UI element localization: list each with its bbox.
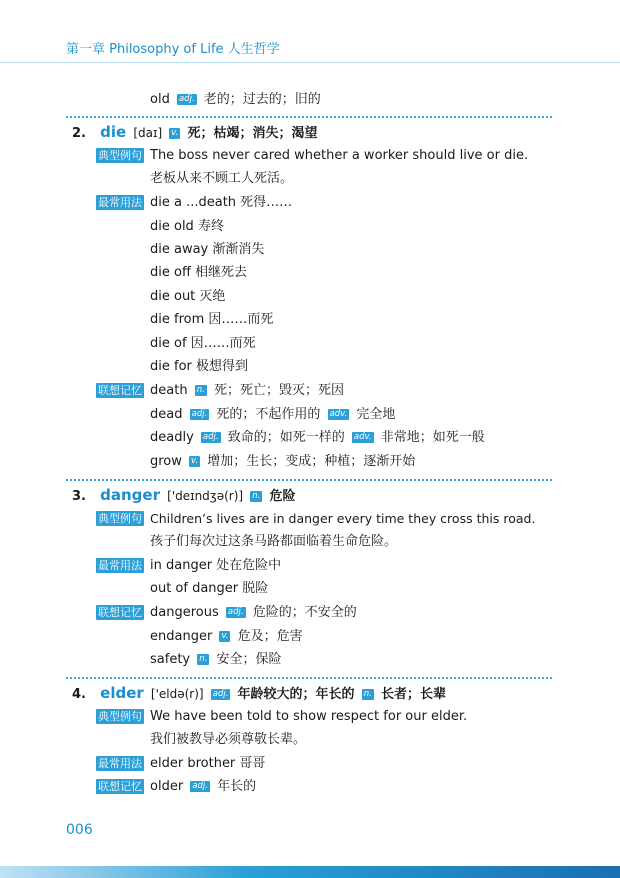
headword: elder (100, 684, 144, 702)
entry-separator (66, 116, 552, 118)
assoc-meaning: 增加；生长；变成；种植；逐渐开始 (207, 454, 416, 469)
assoc-meaning: 危及；危害 (237, 629, 303, 644)
example-en: The boss never cared whether a worker should live or die. (150, 148, 529, 163)
assoc-tag: 联想记忆 (98, 606, 142, 619)
assoc-meaning: 致命的；如死一样的 (227, 430, 345, 445)
phonetic: ['deɪndʒə(r)] (167, 489, 244, 503)
usage-item: out of danger 脱险 (150, 581, 269, 596)
pos-badge: adj. (191, 409, 208, 419)
assoc-item (150, 603, 357, 623)
example-cn: 我们被教导必须尊敬长辈。 (150, 732, 307, 747)
usage-item: die a ...death 死得…… (150, 195, 293, 210)
entry-number: 3. (72, 489, 86, 504)
assoc-word: death (150, 383, 188, 398)
pos-badge: adj. (227, 607, 244, 617)
assoc-tag: 联想记忆 (98, 780, 142, 793)
assoc-word: endanger (150, 629, 213, 644)
assoc-word: grow (150, 454, 182, 469)
usage-item: die for 极想得到 (150, 359, 249, 374)
entry-number: 2. (72, 126, 86, 141)
entry-separator (66, 479, 552, 481)
header-divider (0, 62, 620, 63)
assoc-word: dangerous (150, 605, 219, 620)
usage-item: in danger 处在危险中 (150, 558, 282, 573)
headword-meaning: 危险 (269, 489, 296, 504)
entry-number: 4. (72, 687, 86, 702)
headword-meaning: 死；枯竭；消失；渴望 (187, 126, 318, 141)
example-tag: 典型例句 (98, 512, 142, 525)
assoc-meaning: 死的；不起作用的 (216, 407, 321, 422)
pos-badge: adv. (329, 409, 348, 419)
assoc-item (150, 381, 344, 401)
usage-item: elder brother 哥哥 (150, 756, 266, 771)
pos-badge: adj. (178, 94, 195, 104)
usage-tag: 最常用法 (98, 757, 142, 770)
assoc-item (150, 777, 256, 797)
phonetic: ['eldə(r)] (150, 687, 204, 701)
entry-heading (72, 485, 296, 507)
phonetic: [daɪ] (133, 126, 163, 140)
headword-meaning: 长者；长辈 (380, 687, 446, 702)
pos-badge: n. (199, 654, 208, 664)
entry-separator (66, 677, 552, 679)
usage-item: die off 相继死去 (150, 265, 248, 280)
assoc-item (150, 650, 282, 670)
pos-badge: adj. (202, 432, 219, 442)
pos-badge: adj. (212, 689, 229, 699)
headword: die (100, 123, 127, 141)
assoc-meaning: 完全地 (356, 407, 396, 422)
example-tag: 典型例句 (98, 149, 142, 162)
assoc-meaning: 安全；保险 (216, 652, 282, 667)
headword: danger (100, 486, 160, 504)
usage-item: die from 因……而死 (150, 312, 274, 327)
chapter-header: 第一章 Philosophy of Life 人生哲学 (66, 42, 280, 57)
intro-meaning: 老的；过去的；旧的 (203, 92, 321, 107)
usage-tag: 最常用法 (98, 196, 142, 209)
assoc-word: safety (150, 652, 191, 667)
entry-heading (72, 683, 446, 705)
pos-badge: n. (252, 491, 261, 501)
pos-badge: n. (196, 385, 205, 395)
assoc-meaning: 非常地；如死一般 (380, 430, 485, 445)
example-en: We have been told to show respect for our elder. (150, 709, 468, 724)
pos-badge: v. (191, 456, 199, 466)
usage-item: die of 因……而死 (150, 336, 256, 351)
footer-bar (0, 866, 620, 878)
assoc-item (150, 627, 303, 647)
intro-line (150, 90, 321, 110)
example-tag: 典型例句 (98, 710, 142, 723)
usage-tag: 最常用法 (98, 559, 142, 572)
assoc-word: dead (150, 407, 183, 422)
assoc-item (150, 428, 485, 448)
assoc-meaning: 年长的 (217, 779, 257, 794)
assoc-meaning: 危险的；不安全的 (252, 605, 357, 620)
pos-badge: adv. (353, 432, 372, 442)
assoc-word: deadly (150, 430, 194, 445)
usage-item: die away 渐渐消失 (150, 242, 265, 257)
assoc-item (150, 452, 415, 472)
assoc-word: older (150, 779, 184, 794)
entry-heading (72, 122, 317, 144)
assoc-meaning: 死；死亡；毁灭；死因 (213, 383, 344, 398)
headword-meaning: 年龄较大的；年长的 (237, 687, 355, 702)
pos-badge: adj. (192, 781, 208, 791)
example-cn: 老板从来不顾工人死活。 (150, 171, 294, 186)
assoc-tag: 联想记忆 (98, 384, 142, 397)
intro-word: old (150, 92, 170, 107)
usage-item: die out 灭绝 (150, 289, 226, 304)
page-number: 006 (66, 822, 93, 838)
usage-item: die old 寿终 (150, 219, 224, 234)
example-en: Children’s lives are in danger every time they cross this road. (150, 511, 536, 526)
pos-badge: n. (363, 689, 372, 699)
example-cn: 孩子们每次过这条马路都面临着生命危险。 (150, 534, 398, 549)
pos-badge: v. (221, 631, 229, 641)
assoc-item (150, 405, 395, 425)
pos-badge: v. (171, 128, 179, 138)
